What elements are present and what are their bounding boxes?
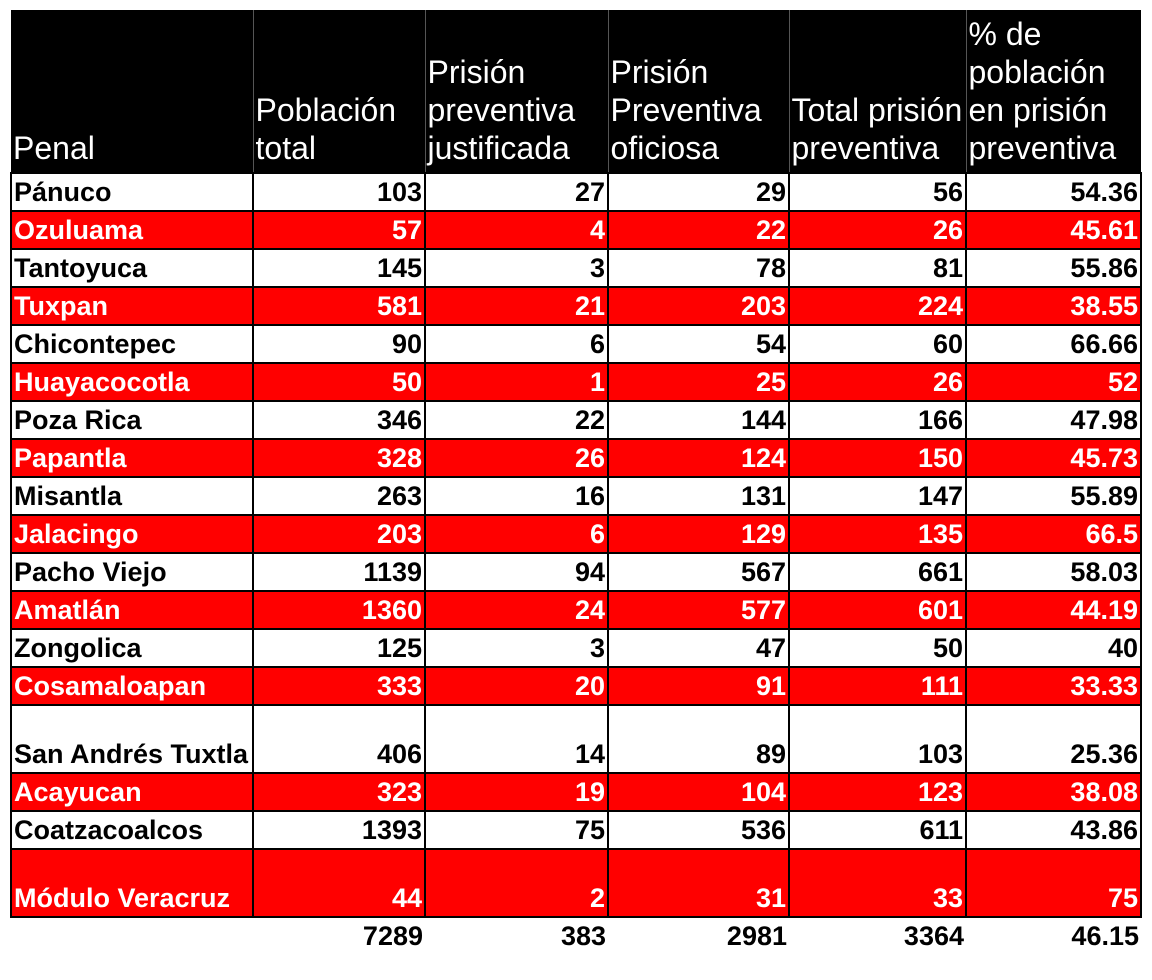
cell-prision-oficiosa: 144 [608, 401, 789, 439]
header-porcentaje: % de población en prisión preventiva [966, 10, 1141, 173]
total-cell-poblacion: 7289 [253, 917, 425, 952]
cell-prision-justificada: 22 [425, 401, 608, 439]
table-row [11, 211, 1141, 249]
cell-total-prision: 33 [789, 849, 966, 917]
table-row [11, 849, 1141, 917]
cell-poblacion-total: 90 [253, 325, 425, 363]
cell-prision-justificada: 3 [425, 629, 608, 667]
cell-prision-oficiosa: 78 [608, 249, 789, 287]
cell-porcentaje: 55.89 [966, 477, 1141, 515]
cell-prision-oficiosa: 91 [608, 667, 789, 705]
total-cell-justificada: 383 [425, 917, 608, 952]
table-row [11, 629, 1141, 667]
header-penal: Penal [11, 10, 253, 173]
cell-porcentaje: 40 [966, 629, 1141, 667]
cell-prision-oficiosa: 25 [608, 363, 789, 401]
total-cell-label [11, 917, 253, 952]
cell-poblacion-total: 406 [253, 705, 425, 773]
cell-prision-oficiosa: 567 [608, 553, 789, 591]
cell-prision-justificada: 27 [425, 173, 608, 211]
cell-prision-oficiosa: 29 [608, 173, 789, 211]
cell-prision-justificada: 4 [425, 211, 608, 249]
cell-total-prision: 81 [789, 249, 966, 287]
cell-penal: Módulo Veracruz [11, 849, 253, 917]
table-row [11, 325, 1141, 363]
table-row [11, 287, 1141, 325]
cell-prision-justificada: 75 [425, 811, 608, 849]
table-row [11, 439, 1141, 477]
table-row [11, 811, 1141, 849]
cell-prision-oficiosa: 536 [608, 811, 789, 849]
cell-prision-justificada: 3 [425, 249, 608, 287]
cell-porcentaje: 47.98 [966, 401, 1141, 439]
cell-penal: Amatlán [11, 591, 253, 629]
cell-prision-oficiosa: 124 [608, 439, 789, 477]
cell-total-prision: 147 [789, 477, 966, 515]
cell-prision-oficiosa: 203 [608, 287, 789, 325]
cell-prision-oficiosa: 31 [608, 849, 789, 917]
cell-penal: Tantoyuca [11, 249, 253, 287]
cell-prision-justificada: 24 [425, 591, 608, 629]
cell-poblacion-total: 57 [253, 211, 425, 249]
cell-poblacion-total: 50 [253, 363, 425, 401]
total-cell-total: 3364 [789, 917, 966, 952]
cell-porcentaje: 54.36 [966, 173, 1141, 211]
table-row [11, 591, 1141, 629]
cell-prision-justificada: 1 [425, 363, 608, 401]
table-row [11, 249, 1141, 287]
cell-poblacion-total: 263 [253, 477, 425, 515]
cell-porcentaje: 38.08 [966, 773, 1141, 811]
cell-poblacion-total: 44 [253, 849, 425, 917]
cell-prision-oficiosa: 22 [608, 211, 789, 249]
cell-penal: Zongolica [11, 629, 253, 667]
cell-porcentaje: 66.5 [966, 515, 1141, 553]
cell-poblacion-total: 125 [253, 629, 425, 667]
cell-prision-oficiosa: 577 [608, 591, 789, 629]
table-row [11, 477, 1141, 515]
table-row [11, 773, 1141, 811]
cell-total-prision: 135 [789, 515, 966, 553]
cell-total-prision: 60 [789, 325, 966, 363]
cell-total-prision: 111 [789, 667, 966, 705]
cell-total-prision: 50 [789, 629, 966, 667]
cell-prision-justificada: 20 [425, 667, 608, 705]
cell-prision-justificada: 19 [425, 773, 608, 811]
cell-poblacion-total: 145 [253, 249, 425, 287]
cell-prision-oficiosa: 129 [608, 515, 789, 553]
cell-penal: Papantla [11, 439, 253, 477]
cell-prision-justificada: 2 [425, 849, 608, 917]
cell-porcentaje: 75 [966, 849, 1141, 917]
cell-porcentaje: 52 [966, 363, 1141, 401]
cell-total-prision: 56 [789, 173, 966, 211]
total-cell-oficiosa: 2981 [608, 917, 789, 952]
cell-porcentaje: 25.36 [966, 705, 1141, 773]
cell-poblacion-total: 346 [253, 401, 425, 439]
cell-penal: Cosamaloapan [11, 667, 253, 705]
cell-porcentaje: 43.86 [966, 811, 1141, 849]
cell-penal: Chicontepec [11, 325, 253, 363]
cell-penal: Ozuluama [11, 211, 253, 249]
cell-penal: Coatzacoalcos [11, 811, 253, 849]
header-total-prision: Total prisión preventiva [789, 10, 966, 173]
cell-penal: Acayucan [11, 773, 253, 811]
prison-population-table [10, 10, 1142, 952]
table-row [11, 515, 1141, 553]
cell-penal: Pánuco [11, 173, 253, 211]
cell-prision-justificada: 14 [425, 705, 608, 773]
cell-prision-justificada: 16 [425, 477, 608, 515]
cell-total-prision: 26 [789, 363, 966, 401]
cell-poblacion-total: 103 [253, 173, 425, 211]
cell-poblacion-total: 333 [253, 667, 425, 705]
cell-porcentaje: 45.73 [966, 439, 1141, 477]
cell-prision-oficiosa: 54 [608, 325, 789, 363]
cell-prision-oficiosa: 47 [608, 629, 789, 667]
cell-prision-justificada: 21 [425, 287, 608, 325]
cell-poblacion-total: 1360 [253, 591, 425, 629]
cell-penal: Tuxpan [11, 287, 253, 325]
header-prision-oficiosa: Prisión Preventiva oficiosa [608, 10, 789, 173]
total-cell-porcentaje: 46.15 [966, 917, 1141, 952]
cell-total-prision: 661 [789, 553, 966, 591]
cell-total-prision: 123 [789, 773, 966, 811]
cell-penal: Poza Rica [11, 401, 253, 439]
cell-porcentaje: 33.33 [966, 667, 1141, 705]
cell-total-prision: 103 [789, 705, 966, 773]
cell-porcentaje: 44.19 [966, 591, 1141, 629]
cell-porcentaje: 66.66 [966, 325, 1141, 363]
cell-total-prision: 26 [789, 211, 966, 249]
header-poblacion-total: Población total [253, 10, 425, 173]
table-row [11, 705, 1141, 773]
cell-porcentaje: 38.55 [966, 287, 1141, 325]
cell-poblacion-total: 581 [253, 287, 425, 325]
totals-row [11, 917, 1141, 952]
header-row [11, 10, 1141, 173]
cell-total-prision: 166 [789, 401, 966, 439]
table-row [11, 173, 1141, 211]
cell-poblacion-total: 203 [253, 515, 425, 553]
table-row [11, 553, 1141, 591]
cell-total-prision: 224 [789, 287, 966, 325]
cell-prision-oficiosa: 104 [608, 773, 789, 811]
cell-total-prision: 150 [789, 439, 966, 477]
cell-prision-justificada: 6 [425, 325, 608, 363]
cell-poblacion-total: 328 [253, 439, 425, 477]
cell-prision-oficiosa: 131 [608, 477, 789, 515]
header-prision-justificada: Prisión preventiva justificada [425, 10, 608, 173]
cell-penal: Pacho Viejo [11, 553, 253, 591]
table-row [11, 667, 1141, 705]
table-row [11, 363, 1141, 401]
cell-porcentaje: 58.03 [966, 553, 1141, 591]
cell-penal: Huayacocotla [11, 363, 253, 401]
cell-total-prision: 611 [789, 811, 966, 849]
cell-penal: Misantla [11, 477, 253, 515]
cell-penal: San Andrés Tuxtla [11, 705, 253, 773]
cell-porcentaje: 45.61 [966, 211, 1141, 249]
prison-population-table-container [10, 10, 1140, 952]
cell-porcentaje: 55.86 [966, 249, 1141, 287]
cell-poblacion-total: 1393 [253, 811, 425, 849]
cell-prision-justificada: 26 [425, 439, 608, 477]
cell-prision-justificada: 6 [425, 515, 608, 553]
cell-prision-justificada: 94 [425, 553, 608, 591]
cell-poblacion-total: 323 [253, 773, 425, 811]
cell-poblacion-total: 1139 [253, 553, 425, 591]
table-row [11, 401, 1141, 439]
cell-penal: Jalacingo [11, 515, 253, 553]
cell-total-prision: 601 [789, 591, 966, 629]
cell-prision-oficiosa: 89 [608, 705, 789, 773]
